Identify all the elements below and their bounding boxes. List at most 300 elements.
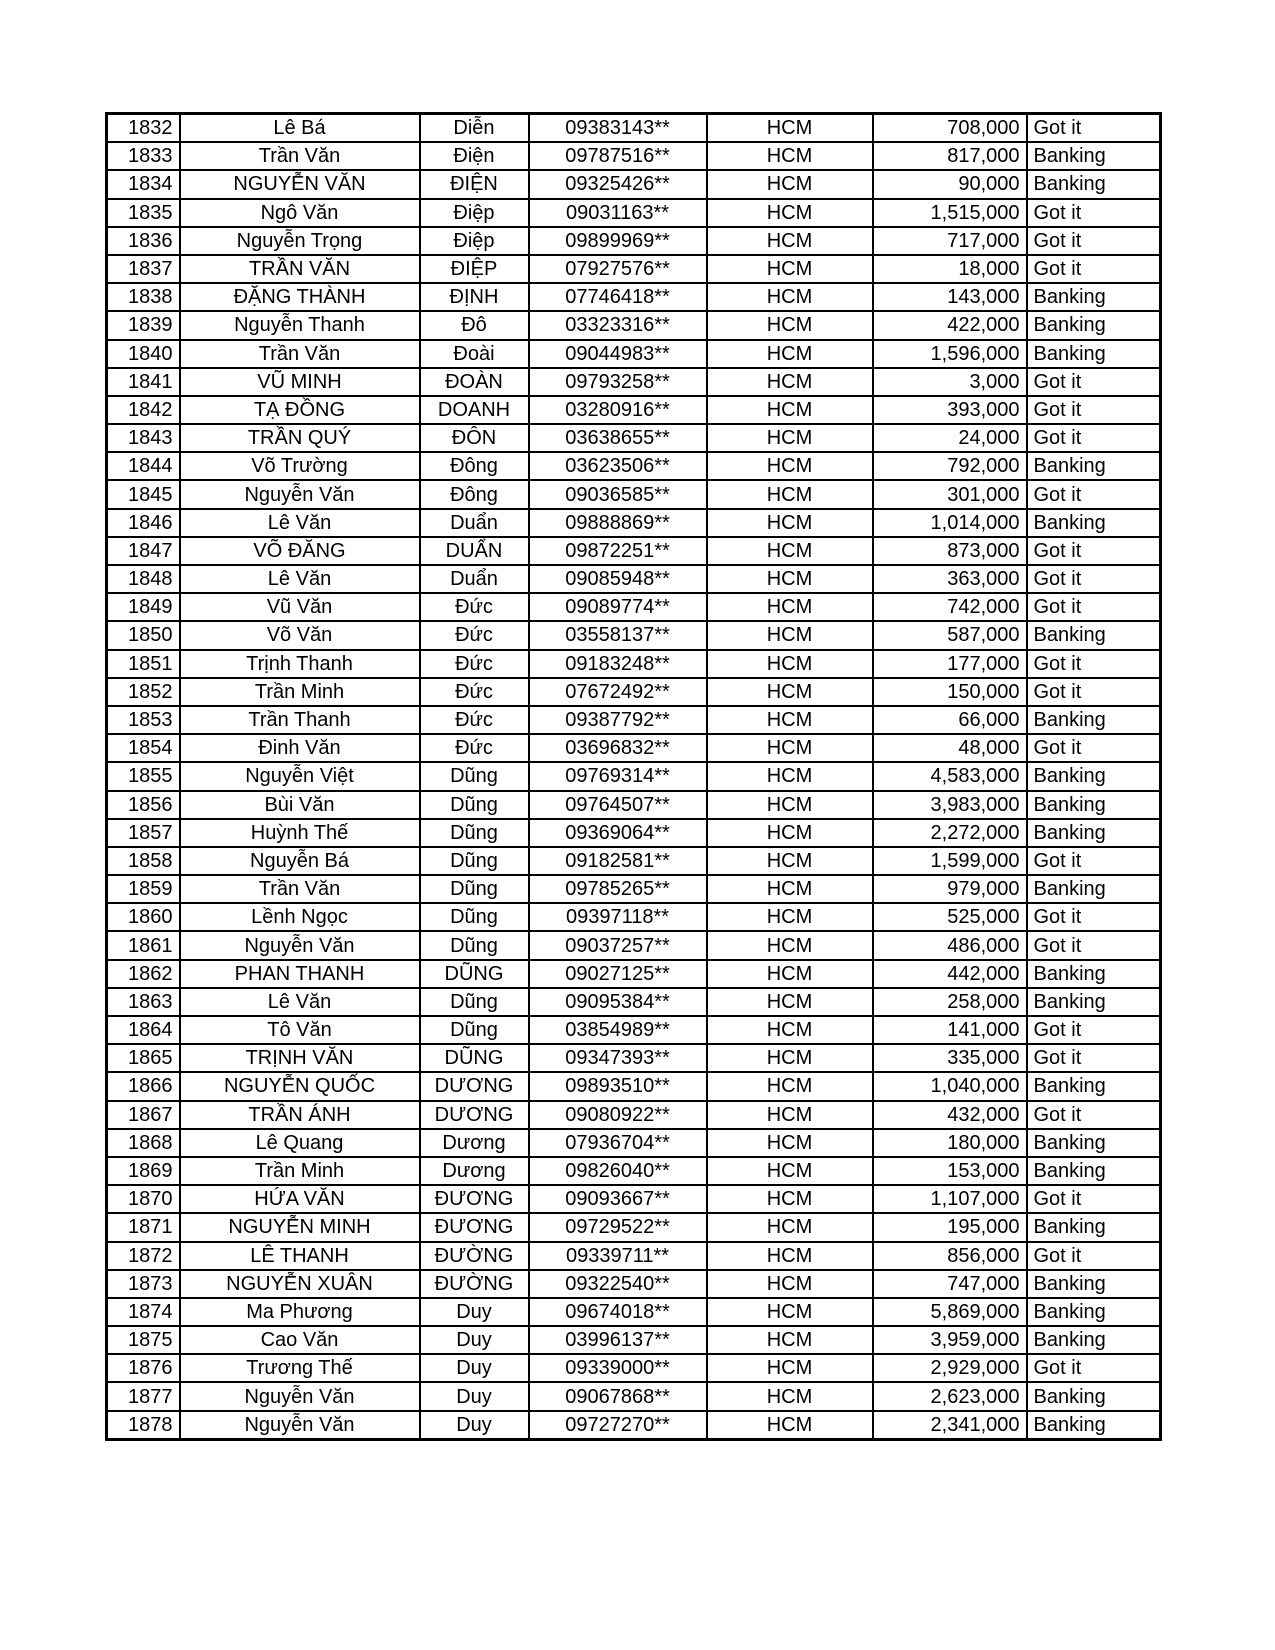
cell-city: HCM bbox=[707, 480, 873, 508]
cell-first-name: ĐOÀN bbox=[420, 368, 529, 396]
cell-method: Banking bbox=[1027, 960, 1161, 988]
cell-first-name: Dũng bbox=[420, 931, 529, 959]
cell-method: Banking bbox=[1027, 452, 1161, 480]
cell-method: Banking bbox=[1027, 875, 1161, 903]
cell-first-name: Đức bbox=[420, 593, 529, 621]
cell-city: HCM bbox=[707, 1242, 873, 1270]
cell-method: Got it bbox=[1027, 396, 1161, 424]
cell-amount: 3,000 bbox=[873, 368, 1027, 396]
cell-first-name: Đoài bbox=[420, 340, 529, 368]
table-row bbox=[107, 621, 1161, 649]
cell-last-middle-name: Huỳnh Thế bbox=[180, 819, 420, 847]
cell-last-middle-name: Ma Phương bbox=[180, 1298, 420, 1326]
cell-phone: 09899969** bbox=[529, 227, 707, 255]
cell-first-name: DŨNG bbox=[420, 960, 529, 988]
cell-amount: 301,000 bbox=[873, 480, 1027, 508]
cell-method: Banking bbox=[1027, 1129, 1161, 1157]
table-row bbox=[107, 1411, 1161, 1440]
cell-phone: 09369064** bbox=[529, 819, 707, 847]
cell-last-middle-name: Trần Văn bbox=[180, 142, 420, 170]
table-body bbox=[107, 114, 1161, 1440]
cell-phone: 03280916** bbox=[529, 396, 707, 424]
cell-phone: 09727270** bbox=[529, 1411, 707, 1440]
table-row bbox=[107, 509, 1161, 537]
cell-number: 1865 bbox=[107, 1044, 180, 1072]
cell-amount: 1,107,000 bbox=[873, 1185, 1027, 1213]
cell-amount: 1,014,000 bbox=[873, 509, 1027, 537]
cell-phone: 03638655** bbox=[529, 424, 707, 452]
cell-first-name: Dương bbox=[420, 1129, 529, 1157]
cell-method: Banking bbox=[1027, 509, 1161, 537]
table-row bbox=[107, 1382, 1161, 1410]
cell-phone: 09037257** bbox=[529, 931, 707, 959]
cell-first-name: ĐỊNH bbox=[420, 283, 529, 311]
cell-method: Got it bbox=[1027, 1016, 1161, 1044]
cell-city: HCM bbox=[707, 1157, 873, 1185]
cell-number: 1841 bbox=[107, 368, 180, 396]
cell-number: 1832 bbox=[107, 114, 180, 143]
table-row bbox=[107, 678, 1161, 706]
table-row bbox=[107, 875, 1161, 903]
cell-amount: 2,929,000 bbox=[873, 1354, 1027, 1382]
cell-amount: 3,983,000 bbox=[873, 791, 1027, 819]
cell-method: Got it bbox=[1027, 537, 1161, 565]
cell-number: 1844 bbox=[107, 452, 180, 480]
cell-last-middle-name: TRẦN VĂN bbox=[180, 255, 420, 283]
cell-number: 1846 bbox=[107, 509, 180, 537]
cell-phone: 03623506** bbox=[529, 452, 707, 480]
cell-phone: 09397118** bbox=[529, 903, 707, 931]
cell-number: 1872 bbox=[107, 1242, 180, 1270]
cell-number: 1863 bbox=[107, 988, 180, 1016]
cell-city: HCM bbox=[707, 875, 873, 903]
cell-city: HCM bbox=[707, 114, 873, 143]
cell-last-middle-name: Lê Văn bbox=[180, 509, 420, 537]
cell-city: HCM bbox=[707, 283, 873, 311]
cell-last-middle-name: Trương Thế bbox=[180, 1354, 420, 1382]
cell-last-middle-name: TRẦN ÁNH bbox=[180, 1101, 420, 1129]
table-row bbox=[107, 565, 1161, 593]
cell-method: Got it bbox=[1027, 255, 1161, 283]
table-row bbox=[107, 988, 1161, 1016]
table-row bbox=[107, 1270, 1161, 1298]
cell-phone: 09769314** bbox=[529, 762, 707, 790]
cell-method: Got it bbox=[1027, 678, 1161, 706]
cell-last-middle-name: Bùi Văn bbox=[180, 791, 420, 819]
cell-amount: 363,000 bbox=[873, 565, 1027, 593]
cell-amount: 817,000 bbox=[873, 142, 1027, 170]
cell-amount: 1,515,000 bbox=[873, 199, 1027, 227]
table-row bbox=[107, 396, 1161, 424]
cell-number: 1840 bbox=[107, 340, 180, 368]
table-row bbox=[107, 960, 1161, 988]
cell-first-name: Đức bbox=[420, 650, 529, 678]
cell-method: Banking bbox=[1027, 142, 1161, 170]
cell-amount: 5,869,000 bbox=[873, 1298, 1027, 1326]
cell-number: 1853 bbox=[107, 706, 180, 734]
table-row bbox=[107, 537, 1161, 565]
cell-amount: 393,000 bbox=[873, 396, 1027, 424]
cell-amount: 150,000 bbox=[873, 678, 1027, 706]
cell-phone: 09027125** bbox=[529, 960, 707, 988]
cell-method: Got it bbox=[1027, 565, 1161, 593]
cell-phone: 03696832** bbox=[529, 734, 707, 762]
cell-first-name: Dương bbox=[420, 1157, 529, 1185]
cell-number: 1855 bbox=[107, 762, 180, 790]
cell-first-name: Dũng bbox=[420, 791, 529, 819]
cell-first-name: ĐIỆN bbox=[420, 170, 529, 198]
cell-last-middle-name: Trịnh Thanh bbox=[180, 650, 420, 678]
cell-method: Banking bbox=[1027, 988, 1161, 1016]
table-row bbox=[107, 255, 1161, 283]
table-row bbox=[107, 340, 1161, 368]
cell-phone: 09085948** bbox=[529, 565, 707, 593]
cell-amount: 486,000 bbox=[873, 931, 1027, 959]
cell-city: HCM bbox=[707, 1072, 873, 1100]
cell-method: Banking bbox=[1027, 340, 1161, 368]
cell-last-middle-name: Nguyễn Việt bbox=[180, 762, 420, 790]
cell-city: HCM bbox=[707, 593, 873, 621]
cell-number: 1868 bbox=[107, 1129, 180, 1157]
cell-number: 1836 bbox=[107, 227, 180, 255]
cell-first-name: DƯƠNG bbox=[420, 1101, 529, 1129]
cell-method: Banking bbox=[1027, 1270, 1161, 1298]
cell-phone: 09729522** bbox=[529, 1213, 707, 1241]
cell-phone: 09347393** bbox=[529, 1044, 707, 1072]
cell-city: HCM bbox=[707, 960, 873, 988]
cell-phone: 09339000** bbox=[529, 1354, 707, 1382]
table-row bbox=[107, 1354, 1161, 1382]
cell-method: Banking bbox=[1027, 1157, 1161, 1185]
cell-phone: 09888869** bbox=[529, 509, 707, 537]
cell-method: Banking bbox=[1027, 762, 1161, 790]
cell-method: Banking bbox=[1027, 621, 1161, 649]
table-row bbox=[107, 170, 1161, 198]
cell-phone: 09089774** bbox=[529, 593, 707, 621]
table-row bbox=[107, 368, 1161, 396]
cell-number: 1838 bbox=[107, 283, 180, 311]
cell-city: HCM bbox=[707, 706, 873, 734]
cell-number: 1851 bbox=[107, 650, 180, 678]
cell-last-middle-name: NGUYỄN XUÂN bbox=[180, 1270, 420, 1298]
cell-last-middle-name: Ngô Văn bbox=[180, 199, 420, 227]
cell-method: Got it bbox=[1027, 368, 1161, 396]
cell-last-middle-name: Trần Thanh bbox=[180, 706, 420, 734]
cell-amount: 90,000 bbox=[873, 170, 1027, 198]
cell-method: Got it bbox=[1027, 1354, 1161, 1382]
cell-number: 1857 bbox=[107, 819, 180, 847]
cell-amount: 717,000 bbox=[873, 227, 1027, 255]
cell-last-middle-name: Trần Văn bbox=[180, 875, 420, 903]
cell-phone: 07746418** bbox=[529, 283, 707, 311]
cell-city: HCM bbox=[707, 142, 873, 170]
cell-amount: 1,596,000 bbox=[873, 340, 1027, 368]
cell-phone: 09387792** bbox=[529, 706, 707, 734]
cell-number: 1858 bbox=[107, 847, 180, 875]
cell-phone: 09339711** bbox=[529, 1242, 707, 1270]
cell-city: HCM bbox=[707, 1016, 873, 1044]
cell-last-middle-name: ĐẶNG THÀNH bbox=[180, 283, 420, 311]
cell-city: HCM bbox=[707, 340, 873, 368]
cell-last-middle-name: HỨA VĂN bbox=[180, 1185, 420, 1213]
cell-number: 1856 bbox=[107, 791, 180, 819]
cell-city: HCM bbox=[707, 227, 873, 255]
cell-first-name: Điệp bbox=[420, 227, 529, 255]
cell-number: 1864 bbox=[107, 1016, 180, 1044]
cell-amount: 742,000 bbox=[873, 593, 1027, 621]
cell-last-middle-name: NGUYỄN QUỐC bbox=[180, 1072, 420, 1100]
cell-city: HCM bbox=[707, 311, 873, 339]
cell-phone: 09383143** bbox=[529, 114, 707, 143]
cell-amount: 856,000 bbox=[873, 1242, 1027, 1270]
cell-method: Got it bbox=[1027, 1044, 1161, 1072]
cell-method: Got it bbox=[1027, 480, 1161, 508]
cell-first-name: Dũng bbox=[420, 903, 529, 931]
cell-number: 1854 bbox=[107, 734, 180, 762]
cell-first-name: Đông bbox=[420, 480, 529, 508]
cell-number: 1873 bbox=[107, 1270, 180, 1298]
cell-amount: 24,000 bbox=[873, 424, 1027, 452]
table-row bbox=[107, 452, 1161, 480]
cell-last-middle-name: Nguyễn Văn bbox=[180, 1382, 420, 1410]
cell-phone: 07936704** bbox=[529, 1129, 707, 1157]
cell-first-name: Duy bbox=[420, 1411, 529, 1440]
cell-last-middle-name: Trần Minh bbox=[180, 678, 420, 706]
cell-amount: 747,000 bbox=[873, 1270, 1027, 1298]
cell-amount: 587,000 bbox=[873, 621, 1027, 649]
cell-phone: 09080922** bbox=[529, 1101, 707, 1129]
table-row bbox=[107, 1157, 1161, 1185]
cell-method: Banking bbox=[1027, 1072, 1161, 1100]
cell-amount: 442,000 bbox=[873, 960, 1027, 988]
cell-number: 1847 bbox=[107, 537, 180, 565]
cell-number: 1845 bbox=[107, 480, 180, 508]
cell-method: Banking bbox=[1027, 791, 1161, 819]
cell-first-name: ĐƯỜNG bbox=[420, 1242, 529, 1270]
table-row bbox=[107, 734, 1161, 762]
cell-last-middle-name: Võ Văn bbox=[180, 621, 420, 649]
cell-last-middle-name: VŨ MINH bbox=[180, 368, 420, 396]
cell-first-name: Duy bbox=[420, 1298, 529, 1326]
cell-number: 1862 bbox=[107, 960, 180, 988]
cell-first-name: DOANH bbox=[420, 396, 529, 424]
cell-phone: 09093667** bbox=[529, 1185, 707, 1213]
cell-number: 1834 bbox=[107, 170, 180, 198]
cell-city: HCM bbox=[707, 1354, 873, 1382]
cell-first-name: Dũng bbox=[420, 847, 529, 875]
cell-last-middle-name: NGUYỄN VĂN bbox=[180, 170, 420, 198]
cell-number: 1875 bbox=[107, 1326, 180, 1354]
cell-number: 1835 bbox=[107, 199, 180, 227]
cell-method: Got it bbox=[1027, 199, 1161, 227]
cell-city: HCM bbox=[707, 1411, 873, 1440]
cell-last-middle-name: Nguyễn Văn bbox=[180, 931, 420, 959]
table-row bbox=[107, 1044, 1161, 1072]
cell-amount: 48,000 bbox=[873, 734, 1027, 762]
cell-first-name: Đông bbox=[420, 452, 529, 480]
cell-city: HCM bbox=[707, 903, 873, 931]
cell-phone: 09044983** bbox=[529, 340, 707, 368]
cell-last-middle-name: Trần Minh bbox=[180, 1157, 420, 1185]
table-row bbox=[107, 819, 1161, 847]
cell-last-middle-name: Nguyễn Trọng bbox=[180, 227, 420, 255]
cell-last-middle-name: LÊ THANH bbox=[180, 1242, 420, 1270]
cell-number: 1867 bbox=[107, 1101, 180, 1129]
cell-first-name: Điện bbox=[420, 142, 529, 170]
cell-amount: 195,000 bbox=[873, 1213, 1027, 1241]
cell-city: HCM bbox=[707, 1129, 873, 1157]
table-row bbox=[107, 311, 1161, 339]
cell-city: HCM bbox=[707, 1382, 873, 1410]
cell-city: HCM bbox=[707, 678, 873, 706]
cell-first-name: Đức bbox=[420, 621, 529, 649]
cell-method: Got it bbox=[1027, 931, 1161, 959]
cell-first-name: Diễn bbox=[420, 114, 529, 143]
cell-first-name: ĐÔN bbox=[420, 424, 529, 452]
cell-number: 1861 bbox=[107, 931, 180, 959]
cell-phone: 09787516** bbox=[529, 142, 707, 170]
cell-amount: 1,599,000 bbox=[873, 847, 1027, 875]
cell-number: 1833 bbox=[107, 142, 180, 170]
table-row bbox=[107, 903, 1161, 931]
cell-number: 1870 bbox=[107, 1185, 180, 1213]
cell-amount: 708,000 bbox=[873, 114, 1027, 143]
cell-last-middle-name: TẠ ĐỒNG bbox=[180, 396, 420, 424]
cell-city: HCM bbox=[707, 565, 873, 593]
cell-number: 1848 bbox=[107, 565, 180, 593]
cell-city: HCM bbox=[707, 255, 873, 283]
cell-city: HCM bbox=[707, 734, 873, 762]
cell-amount: 335,000 bbox=[873, 1044, 1027, 1072]
cell-phone: 09067868** bbox=[529, 1382, 707, 1410]
cell-phone: 03558137** bbox=[529, 621, 707, 649]
cell-last-middle-name: Vũ Văn bbox=[180, 593, 420, 621]
cell-method: Got it bbox=[1027, 903, 1161, 931]
cell-phone: 09031163** bbox=[529, 199, 707, 227]
table-row bbox=[107, 931, 1161, 959]
cell-phone: 09893510** bbox=[529, 1072, 707, 1100]
cell-first-name: DUẨN bbox=[420, 537, 529, 565]
cell-first-name: Đức bbox=[420, 706, 529, 734]
table-row bbox=[107, 114, 1161, 143]
cell-last-middle-name: Võ Trường bbox=[180, 452, 420, 480]
table-row bbox=[107, 1129, 1161, 1157]
cell-phone: 07927576** bbox=[529, 255, 707, 283]
cell-first-name: Đức bbox=[420, 678, 529, 706]
table-row bbox=[107, 283, 1161, 311]
cell-number: 1860 bbox=[107, 903, 180, 931]
cell-last-middle-name: Cao Văn bbox=[180, 1326, 420, 1354]
cell-amount: 792,000 bbox=[873, 452, 1027, 480]
cell-method: Banking bbox=[1027, 819, 1161, 847]
cell-amount: 180,000 bbox=[873, 1129, 1027, 1157]
cell-last-middle-name: Nguyễn Văn bbox=[180, 480, 420, 508]
cell-amount: 2,341,000 bbox=[873, 1411, 1027, 1440]
cell-number: 1876 bbox=[107, 1354, 180, 1382]
cell-last-middle-name: Lềnh Ngọc bbox=[180, 903, 420, 931]
cell-amount: 979,000 bbox=[873, 875, 1027, 903]
cell-phone: 09872251** bbox=[529, 537, 707, 565]
cell-phone: 09793258** bbox=[529, 368, 707, 396]
cell-city: HCM bbox=[707, 509, 873, 537]
cell-method: Banking bbox=[1027, 1213, 1161, 1241]
cell-city: HCM bbox=[707, 650, 873, 678]
cell-phone: 09764507** bbox=[529, 791, 707, 819]
cell-first-name: Đô bbox=[420, 311, 529, 339]
cell-method: Banking bbox=[1027, 170, 1161, 198]
cell-number: 1866 bbox=[107, 1072, 180, 1100]
cell-method: Banking bbox=[1027, 311, 1161, 339]
cell-city: HCM bbox=[707, 424, 873, 452]
cell-number: 1850 bbox=[107, 621, 180, 649]
cell-first-name: Duy bbox=[420, 1382, 529, 1410]
table-row bbox=[107, 593, 1161, 621]
cell-amount: 4,583,000 bbox=[873, 762, 1027, 790]
cell-amount: 2,272,000 bbox=[873, 819, 1027, 847]
cell-phone: 09182581** bbox=[529, 847, 707, 875]
cell-phone: 09322540** bbox=[529, 1270, 707, 1298]
cell-amount: 3,959,000 bbox=[873, 1326, 1027, 1354]
cell-method: Banking bbox=[1027, 1326, 1161, 1354]
cell-first-name: ĐƯƠNG bbox=[420, 1213, 529, 1241]
cell-amount: 143,000 bbox=[873, 283, 1027, 311]
cell-method: Banking bbox=[1027, 1411, 1161, 1440]
cell-amount: 422,000 bbox=[873, 311, 1027, 339]
cell-city: HCM bbox=[707, 1298, 873, 1326]
cell-number: 1852 bbox=[107, 678, 180, 706]
cell-amount: 258,000 bbox=[873, 988, 1027, 1016]
cell-phone: 07672492** bbox=[529, 678, 707, 706]
cell-first-name: Dũng bbox=[420, 875, 529, 903]
cell-method: Got it bbox=[1027, 1101, 1161, 1129]
cell-phone: 09325426** bbox=[529, 170, 707, 198]
table-row bbox=[107, 847, 1161, 875]
cell-method: Banking bbox=[1027, 1382, 1161, 1410]
cell-last-middle-name: PHAN THANH bbox=[180, 960, 420, 988]
cell-number: 1874 bbox=[107, 1298, 180, 1326]
cell-number: 1843 bbox=[107, 424, 180, 452]
cell-city: HCM bbox=[707, 791, 873, 819]
cell-number: 1871 bbox=[107, 1213, 180, 1241]
cell-amount: 153,000 bbox=[873, 1157, 1027, 1185]
cell-city: HCM bbox=[707, 199, 873, 227]
cell-last-middle-name: VÕ ĐĂNG bbox=[180, 537, 420, 565]
cell-method: Got it bbox=[1027, 847, 1161, 875]
cell-last-middle-name: Lê Văn bbox=[180, 565, 420, 593]
cell-number: 1849 bbox=[107, 593, 180, 621]
cell-first-name: ĐƯỜNG bbox=[420, 1270, 529, 1298]
table-row bbox=[107, 1242, 1161, 1270]
cell-first-name: Duy bbox=[420, 1326, 529, 1354]
cell-last-middle-name: Nguyễn Văn bbox=[180, 1411, 420, 1440]
cell-amount: 18,000 bbox=[873, 255, 1027, 283]
cell-city: HCM bbox=[707, 819, 873, 847]
cell-last-middle-name: Lê Văn bbox=[180, 988, 420, 1016]
cell-number: 1839 bbox=[107, 311, 180, 339]
table-row bbox=[107, 199, 1161, 227]
winners-table bbox=[105, 112, 1162, 1441]
table-row bbox=[107, 480, 1161, 508]
cell-city: HCM bbox=[707, 847, 873, 875]
cell-number: 1869 bbox=[107, 1157, 180, 1185]
cell-number: 1877 bbox=[107, 1382, 180, 1410]
cell-amount: 1,040,000 bbox=[873, 1072, 1027, 1100]
cell-method: Got it bbox=[1027, 1242, 1161, 1270]
cell-phone: 09095384** bbox=[529, 988, 707, 1016]
table-row bbox=[107, 1213, 1161, 1241]
cell-method: Got it bbox=[1027, 114, 1161, 143]
cell-last-middle-name: Tô Văn bbox=[180, 1016, 420, 1044]
